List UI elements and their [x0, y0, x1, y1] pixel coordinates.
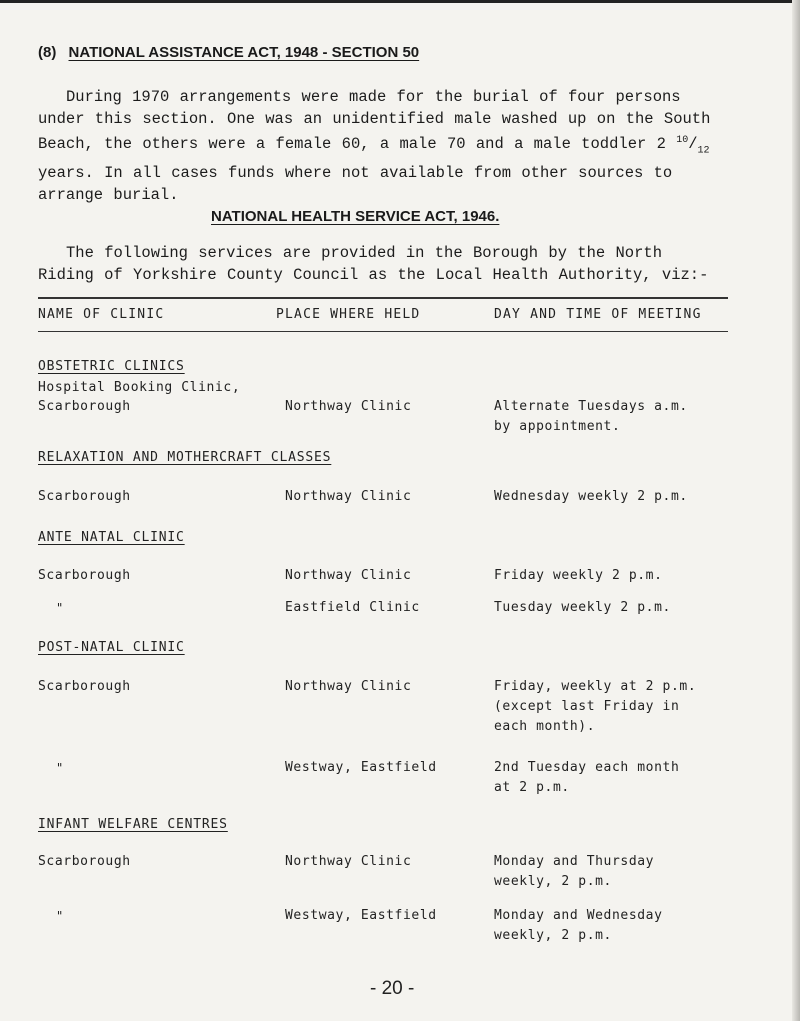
cell-place: Northway Clinic: [285, 854, 412, 869]
intro-line-3: [38, 130, 728, 162]
cell-time: 2nd Tuesday each month: [494, 760, 680, 775]
cell-time-line-2: at 2 p.m.: [494, 780, 570, 795]
cell-name: Hospital Booking Clinic,: [38, 380, 241, 395]
cell-place: Westway, Eastfield: [285, 908, 437, 923]
section-title-text: RELAXATION AND MOTHERCRAFT CLASSES: [38, 450, 332, 465]
intro-line-5: arrange burial.: [38, 186, 179, 205]
nhs-line-2: Riding of Yorkshire County Council as the Local Health Authority, viz:-: [38, 266, 709, 284]
column-header-name: NAME OF CLINIC: [38, 307, 165, 322]
cell-time-line-3: each month).: [494, 719, 596, 734]
section-title-text: POST-NATAL CLINIC: [38, 640, 185, 655]
cell-place: Eastfield Clinic: [285, 600, 420, 615]
section-title-obstetric: [38, 359, 185, 374]
nhs-paragraph: [38, 242, 728, 286]
cell-time-line-2: weekly, 2 p.m.: [494, 928, 612, 943]
section-title-text: OBSTETRIC CLINICS: [38, 359, 185, 374]
cell-place: Westway, Eastfield: [285, 760, 437, 775]
section-title-text: INFANT WELFARE CENTRES: [38, 817, 228, 832]
section-title-ante-natal: [38, 530, 185, 545]
cell-time: Alternate Tuesdays a.m.: [494, 399, 688, 414]
cell-time: Monday and Wednesday: [494, 908, 663, 923]
cell-name: Scarborough: [38, 854, 131, 869]
nhs-heading-text: NATIONAL HEALTH SERVICE ACT, 1946.: [211, 208, 500, 225]
nhs-heading: [211, 208, 499, 225]
cell-name: Scarborough: [38, 489, 131, 504]
cell-place: Northway Clinic: [285, 679, 412, 694]
table-top-rule: [38, 297, 728, 299]
cell-time: Monday and Thursday: [494, 854, 655, 869]
cell-place: Northway Clinic: [285, 489, 412, 504]
top-border: [0, 0, 800, 3]
fraction-slash: /: [688, 135, 698, 154]
cell-time-line-2: (except last Friday in: [494, 699, 680, 714]
intro-line-4: years. In all cases funds where not available from other sources to: [38, 164, 673, 183]
cell-name: Scarborough: [38, 679, 131, 694]
section-title-infant-welfare: [38, 817, 228, 832]
page-edge-shadow: [792, 0, 800, 1021]
cell-name-ditto: ": [56, 761, 64, 775]
cell-name: Scarborough: [38, 568, 131, 583]
cell-time: Friday, weekly at 2 p.m.: [494, 679, 697, 694]
table-header-rule: [38, 331, 728, 332]
section-title-text: ANTE NATAL CLINIC: [38, 530, 185, 545]
cell-time: Tuesday weekly 2 p.m.: [494, 600, 671, 615]
column-header-time: DAY AND TIME OF MEETING: [494, 307, 702, 322]
cell-time-line-2: by appointment.: [494, 419, 621, 434]
cell-time-line-2: weekly, 2 p.m.: [494, 874, 612, 889]
column-header-place: PLACE WHERE HELD: [276, 307, 421, 322]
cell-name-ditto: ": [56, 909, 64, 923]
section-title: NATIONAL ASSISTANCE ACT, 1948 - SECTION 50: [68, 44, 420, 61]
section-title-post-natal: [38, 640, 185, 655]
fraction-numerator: 10: [676, 135, 689, 146]
intro-line-2: under this section. One was an unidentified male washed up on the South: [38, 110, 711, 128]
cell-place: Northway Clinic: [285, 568, 412, 583]
intro-line-3-text: Beach, the others were a female 60, a male 70 and a male toddler 2: [38, 135, 677, 154]
cell-name-ditto: ": [56, 601, 64, 615]
cell-place: Northway Clinic: [285, 399, 412, 414]
nhs-line-1: The following services are provided in the Borough by the North: [66, 244, 662, 262]
fraction-denominator: 12: [697, 145, 710, 157]
cell-time: Friday weekly 2 p.m.: [494, 568, 663, 583]
intro-paragraph: [38, 86, 728, 206]
intro-line-1: During 1970 arrangements were made for the burial of four persons: [66, 88, 681, 106]
section-number: (8): [38, 44, 57, 61]
section-heading: [38, 44, 419, 61]
cell-name-line-2: Scarborough: [38, 399, 131, 414]
cell-time: Wednesday weekly 2 p.m.: [494, 489, 688, 504]
page-number: - 20 -: [370, 978, 415, 999]
section-title-relaxation: [38, 450, 331, 465]
